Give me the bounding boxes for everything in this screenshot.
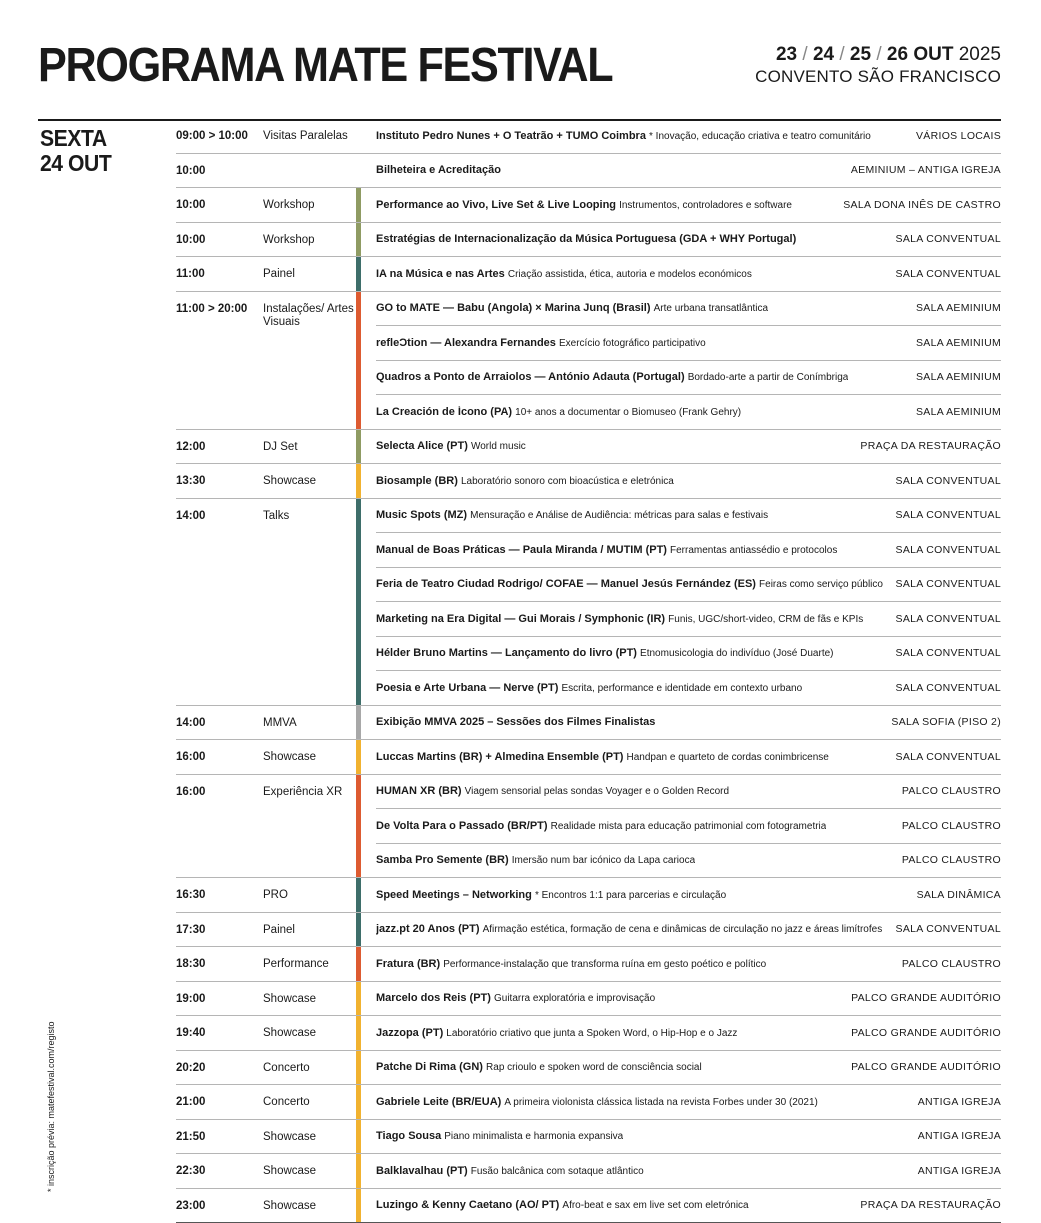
event-description: Guitarra exploratória e improvisação [494, 993, 655, 1004]
event-item [376, 913, 1001, 947]
event-item [376, 1120, 1001, 1154]
event-item [376, 292, 1001, 326]
row-events [361, 1189, 1001, 1223]
event-item [376, 1016, 1001, 1050]
event-item [376, 257, 1001, 291]
event-title: Luccas Martins (BR) + Almedina Ensemble (PT) [376, 751, 623, 763]
event-description: Rap crioulo e spoken word de consciência social [486, 1062, 702, 1073]
event-title: Patche Di Rima (GN) [376, 1061, 483, 1073]
event-description: Ferramentas antiassédio e protocolos [670, 545, 837, 556]
schedule-row [176, 464, 1001, 499]
event-description: Realidade mista para educação patrimonial com fotogrametria [551, 821, 827, 832]
row-time: 20:20 [176, 1051, 263, 1085]
row-events [361, 1120, 1001, 1154]
event-title: Quadros a Ponto de Arraiolos — António Adauta (Portugal) [376, 371, 685, 383]
event-text [376, 751, 829, 763]
date-part: / [802, 44, 807, 65]
schedule-row [176, 982, 1001, 1017]
row-type: PRO [263, 878, 356, 912]
event-title: Music Spots (MZ) [376, 509, 467, 521]
schedule-row [176, 499, 1001, 706]
event-text [376, 992, 655, 1004]
schedule-row [176, 1016, 1001, 1051]
event-title: HUMAN XR (BR) [376, 785, 462, 797]
event-venue: PALCO CLAUSTRO [896, 785, 1001, 797]
event-description: Viagem sensorial pelas sondas Voyager e o Golden Record [465, 786, 729, 797]
row-type: Showcase [263, 1016, 356, 1050]
row-type [263, 154, 356, 188]
row-events [361, 188, 1001, 222]
event-item [376, 223, 1001, 257]
event-text [376, 578, 883, 590]
event-text [376, 923, 882, 935]
event-description: Fusão balcânica com sotaque atlântico [471, 1166, 644, 1177]
row-events [361, 947, 1001, 981]
row-type: MMVA [263, 706, 356, 740]
event-venue: SALA CONVENTUAL [890, 509, 1001, 521]
row-type: Experiência XR [263, 775, 356, 878]
event-description: 10+ anos a documentar o Biomuseo (Frank Gehry) [515, 407, 741, 418]
date-part: 24 [813, 44, 834, 65]
event-text [376, 475, 674, 487]
event-text [376, 1130, 623, 1142]
row-events [361, 706, 1001, 740]
event-text [376, 164, 501, 176]
event-item [376, 532, 1001, 567]
event-text [376, 337, 706, 349]
event-description: Exercício fotográfico participativo [559, 338, 706, 349]
date-part: 25 [850, 44, 871, 65]
event-text [376, 406, 741, 418]
row-type: Performance [263, 947, 356, 981]
row-events [361, 430, 1001, 464]
row-time: 23:00 [176, 1189, 263, 1223]
row-events [361, 292, 1001, 429]
event-item [376, 325, 1001, 360]
event-title: La Creación de Ícono (PA) [376, 406, 512, 418]
row-events [361, 1016, 1001, 1050]
event-venue: SALA SOFIA (PISO 2) [885, 716, 1001, 728]
event-item [376, 1051, 1001, 1085]
event-item [376, 119, 1001, 153]
event-description: Escrita, performance e identidade em contexto urbano [561, 683, 802, 694]
event-title: Performance ao Vivo, Live Set & Live Looping [376, 199, 616, 211]
row-time: 14:00 [176, 499, 263, 705]
event-text [376, 302, 768, 314]
row-type: Concerto [263, 1051, 356, 1085]
event-item [376, 601, 1001, 636]
date-part: / [839, 44, 844, 65]
event-text [376, 371, 848, 383]
event-venue: SALA AEMINIUM [910, 406, 1001, 418]
event-title: De Volta Para o Passado (BR/PT) [376, 820, 548, 832]
event-venue: SALA CONVENTUAL [890, 923, 1001, 935]
event-text [376, 647, 833, 659]
row-time: 10:00 [176, 223, 263, 257]
event-description: Piano minimalista e harmonia expansiva [444, 1131, 623, 1142]
row-events [361, 223, 1001, 257]
event-title: Marketing na Era Digital — Gui Morais / Symphonic (IR) [376, 613, 665, 625]
event-venue: SALA CONVENTUAL [890, 647, 1001, 659]
event-text [376, 233, 796, 245]
event-venue: PALCO GRANDE AUDITÓRIO [845, 1061, 1001, 1073]
event-title: Jazzopa (PT) [376, 1027, 443, 1039]
event-venue: PALCO CLAUSTRO [896, 820, 1001, 832]
schedule-row [176, 947, 1001, 982]
row-type: Showcase [263, 982, 356, 1016]
row-time: 19:00 [176, 982, 263, 1016]
row-events [361, 499, 1001, 705]
row-type: Workshop [263, 188, 356, 222]
row-type: Workshop [263, 223, 356, 257]
event-venue: SALA CONVENTUAL [890, 233, 1001, 245]
event-title: IA na Música e nas Artes [376, 268, 505, 280]
row-time: 12:00 [176, 430, 263, 464]
event-title: Manual de Boas Práticas — Paula Miranda / MUTIM (PT) [376, 544, 667, 556]
schedule-row [176, 1154, 1001, 1189]
registration-note: * inscrição prévia: matefestival.com/registo [46, 1021, 56, 1192]
event-description: Afirmação estética, formação de cena e dinâmicas de circulação no jazz e áreas limítrofes [483, 924, 883, 935]
event-text [376, 820, 826, 832]
festival-dates [755, 44, 1001, 88]
event-text [376, 1199, 749, 1211]
row-time: 16:00 [176, 740, 263, 774]
schedule-row [176, 188, 1001, 223]
event-venue: AEMINIUM – ANTIGA IGREJA [845, 164, 1001, 176]
row-events [361, 1051, 1001, 1085]
event-item [376, 740, 1001, 774]
row-type: Showcase [263, 464, 356, 498]
event-title: Exibição MMVA 2025 – Sessões dos Filmes Finalistas [376, 716, 655, 728]
row-time: 11:00 > 20:00 [176, 292, 263, 429]
event-venue: SALA CONVENTUAL [890, 751, 1001, 763]
row-time: 11:00 [176, 257, 263, 291]
event-title: Tiago Sousa [376, 1130, 441, 1142]
event-description: Imersão num bar icónico da Lapa carioca [512, 855, 695, 866]
event-item [376, 499, 1001, 533]
row-events [361, 154, 1001, 188]
schedule-row [176, 740, 1001, 775]
festival-dates-line [755, 44, 1001, 66]
event-title: Marcelo dos Reis (PT) [376, 992, 491, 1004]
event-venue: PRAÇA DA RESTAURAÇÃO [854, 1199, 1001, 1211]
event-item [376, 636, 1001, 671]
schedule-row [176, 1085, 1001, 1120]
event-description: * Encontros 1:1 para parcerias e circulação [535, 890, 726, 901]
event-title: Estratégias de Internacionalização da Música Portuguesa (GDA + WHY Portugal) [376, 233, 796, 245]
row-events [361, 982, 1001, 1016]
event-description: Handpan e quarteto de cordas conimbricense [627, 752, 829, 763]
date-part: / [876, 44, 881, 65]
event-text [376, 130, 871, 142]
event-venue: PALCO GRANDE AUDITÓRIO [845, 992, 1001, 1004]
row-time: 10:00 [176, 188, 263, 222]
event-item [376, 567, 1001, 602]
row-time: 14:00 [176, 706, 263, 740]
event-venue: SALA CONVENTUAL [890, 268, 1001, 280]
event-venue: PRAÇA DA RESTAURAÇÃO [854, 440, 1001, 452]
event-text [376, 889, 726, 901]
event-description: Laboratório criativo que junta a Spoken Word, o Hip-Hop e o Jazz [446, 1028, 737, 1039]
event-venue: SALA DONA INÊS DE CASTRO [837, 199, 1001, 211]
row-type: Showcase [263, 1154, 356, 1188]
schedule-row [176, 775, 1001, 879]
date-part: 26 OUT [887, 44, 954, 65]
event-text [376, 1165, 644, 1177]
event-description: Performance-instalação que transforma ruína em gesto poético e político [443, 959, 766, 970]
schedule-table [176, 119, 1001, 1223]
event-text [376, 958, 766, 970]
schedule-row [176, 1051, 1001, 1086]
event-description: Bordado-arte a partir de Conímbriga [688, 372, 849, 383]
event-item [376, 982, 1001, 1016]
event-title: Poesia e Arte Urbana — Nerve (PT) [376, 682, 558, 694]
event-item [376, 670, 1001, 705]
schedule-row [176, 154, 1001, 189]
row-events [361, 913, 1001, 947]
event-text [376, 716, 655, 728]
event-text [376, 544, 837, 556]
event-text [376, 682, 802, 694]
event-title: Selecta Alice (PT) [376, 440, 468, 452]
row-type: Talks [263, 499, 356, 705]
schedule-row [176, 292, 1001, 430]
schedule-row [176, 257, 1001, 292]
event-description: A primeira violonista clássica listada na revista Forbes under 30 (2021) [504, 1097, 818, 1108]
event-title: Gabriele Leite (BR/EUA) [376, 1096, 501, 1108]
row-type: Showcase [263, 1189, 356, 1223]
day-date: 24 OUT [40, 151, 111, 176]
row-events [361, 119, 1001, 153]
event-venue: VÁRIOS LOCAIS [910, 130, 1001, 142]
event-venue: PALCO CLAUSTRO [896, 854, 1001, 866]
event-description: Funis, UGC/short-video, CRM de fãs e KPIs [668, 614, 863, 625]
event-item [376, 1154, 1001, 1188]
event-item [376, 1085, 1001, 1119]
event-title: Hélder Bruno Martins — Lançamento do livro (PT) [376, 647, 637, 659]
date-part: 2025 [959, 44, 1001, 65]
row-time: 16:00 [176, 775, 263, 878]
row-type: Painel [263, 257, 356, 291]
event-title: Balklavalhau (PT) [376, 1165, 468, 1177]
event-item [376, 464, 1001, 498]
row-time: 10:00 [176, 154, 263, 188]
event-text [376, 440, 526, 452]
row-time: 18:30 [176, 947, 263, 981]
event-item [376, 1189, 1001, 1223]
row-events [361, 775, 1001, 878]
row-time: 16:30 [176, 878, 263, 912]
event-title: Bilheteira e Acreditação [376, 164, 501, 176]
row-type: DJ Set [263, 430, 356, 464]
event-description: World music [471, 441, 526, 452]
event-title: Biosample (BR) [376, 475, 458, 487]
row-time: 22:30 [176, 1154, 263, 1188]
event-description: Criação assistida, ética, autoria e modelos económicos [508, 269, 752, 280]
event-title: Samba Pro Semente (BR) [376, 854, 509, 866]
event-title: jazz.pt 20 Anos (PT) [376, 923, 480, 935]
event-title: GO to MATE — Babu (Angola) × Marina Junq (Brasil) [376, 302, 651, 314]
event-description: Arte urbana transatlântica [654, 303, 769, 314]
event-description: Afro-beat e sax em live set com eletrónica [562, 1200, 748, 1211]
row-time: 19:40 [176, 1016, 263, 1050]
row-type: Showcase [263, 1120, 356, 1154]
event-venue: PALCO CLAUSTRO [896, 958, 1001, 970]
schedule-row [176, 878, 1001, 913]
row-type: Visitas Paralelas [263, 119, 356, 153]
event-venue: ANTIGA IGREJA [912, 1096, 1001, 1108]
event-description: Instrumentos, controladores e software [619, 200, 792, 211]
event-title: refleƆtion — Alexandra Fernandes [376, 337, 556, 349]
event-item [376, 947, 1001, 981]
schedule-row [176, 430, 1001, 465]
row-time: 21:00 [176, 1085, 263, 1119]
event-text [376, 1027, 737, 1039]
event-venue: ANTIGA IGREJA [912, 1165, 1001, 1177]
event-venue: SALA AEMINIUM [910, 337, 1001, 349]
event-item [376, 360, 1001, 395]
schedule-row [176, 913, 1001, 948]
event-description: Etnomusicologia do indivíduo (José Duarte) [640, 648, 833, 659]
event-description: Mensuração e Análise de Audiência: métricas para salas e festivais [470, 510, 768, 521]
event-title: Feria de Teatro Ciudad Rodrigo/ COFAE — Manuel Jesús Fernández (ES) [376, 578, 756, 590]
row-events [361, 1154, 1001, 1188]
event-text [376, 509, 768, 521]
event-text [376, 1061, 702, 1073]
event-title: Luzingo & Kenny Caetano (AO/ PT) [376, 1199, 559, 1211]
event-item [376, 843, 1001, 878]
event-item [376, 394, 1001, 429]
event-item [376, 430, 1001, 464]
row-events [361, 464, 1001, 498]
schedule-row [176, 1189, 1001, 1223]
event-item [376, 188, 1001, 222]
row-events [361, 878, 1001, 912]
event-description: * Inovação, educação criativa e teatro comunitário [649, 131, 871, 142]
event-item [376, 808, 1001, 843]
festival-venue: CONVENTO SÃO FRANCISCO [755, 66, 1001, 88]
row-events [361, 1085, 1001, 1119]
event-text [376, 268, 752, 280]
row-type: Instalações/ Artes Visuais [263, 292, 356, 429]
event-title: Speed Meetings – Networking [376, 889, 532, 901]
event-title: Instituto Pedro Nunes + O Teatrão + TUMO Coimbra [376, 130, 646, 142]
event-text [376, 785, 729, 797]
row-time: 21:50 [176, 1120, 263, 1154]
event-text [376, 1096, 818, 1108]
event-venue: SALA CONVENTUAL [890, 475, 1001, 487]
event-text [376, 613, 863, 625]
event-venue: PALCO GRANDE AUDITÓRIO [845, 1027, 1001, 1039]
event-venue: SALA CONVENTUAL [890, 578, 1001, 590]
schedule-row [176, 1120, 1001, 1155]
event-venue: SALA AEMINIUM [910, 371, 1001, 383]
row-type: Concerto [263, 1085, 356, 1119]
row-events [361, 740, 1001, 774]
row-time: 17:30 [176, 913, 263, 947]
schedule-row [176, 223, 1001, 258]
event-item [376, 775, 1001, 809]
event-description: Laboratório sonoro com bioacústica e eletrónica [461, 476, 674, 487]
event-venue: SALA CONVENTUAL [890, 613, 1001, 625]
event-title: Fratura (BR) [376, 958, 440, 970]
event-text [376, 199, 792, 211]
event-venue: SALA DINÂMICA [911, 889, 1001, 901]
event-item [376, 154, 1001, 188]
schedule-row [176, 119, 1001, 154]
day-label [40, 126, 111, 176]
event-venue: SALA CONVENTUAL [890, 682, 1001, 694]
page-title: PROGRAMA MATE FESTIVAL [38, 36, 612, 96]
schedule-row [176, 706, 1001, 741]
row-events [361, 257, 1001, 291]
event-item [376, 706, 1001, 740]
date-part: 23 [776, 44, 797, 65]
event-text [376, 854, 695, 866]
row-time: 09:00 > 10:00 [176, 119, 263, 153]
event-venue: SALA AEMINIUM [910, 302, 1001, 314]
day-weekday: SEXTA [40, 126, 111, 151]
row-type: Painel [263, 913, 356, 947]
row-type: Showcase [263, 740, 356, 774]
event-venue: SALA CONVENTUAL [890, 544, 1001, 556]
event-venue: ANTIGA IGREJA [912, 1130, 1001, 1142]
row-time: 13:30 [176, 464, 263, 498]
event-description: Feiras como serviço público [759, 579, 883, 590]
event-item [376, 878, 1001, 912]
